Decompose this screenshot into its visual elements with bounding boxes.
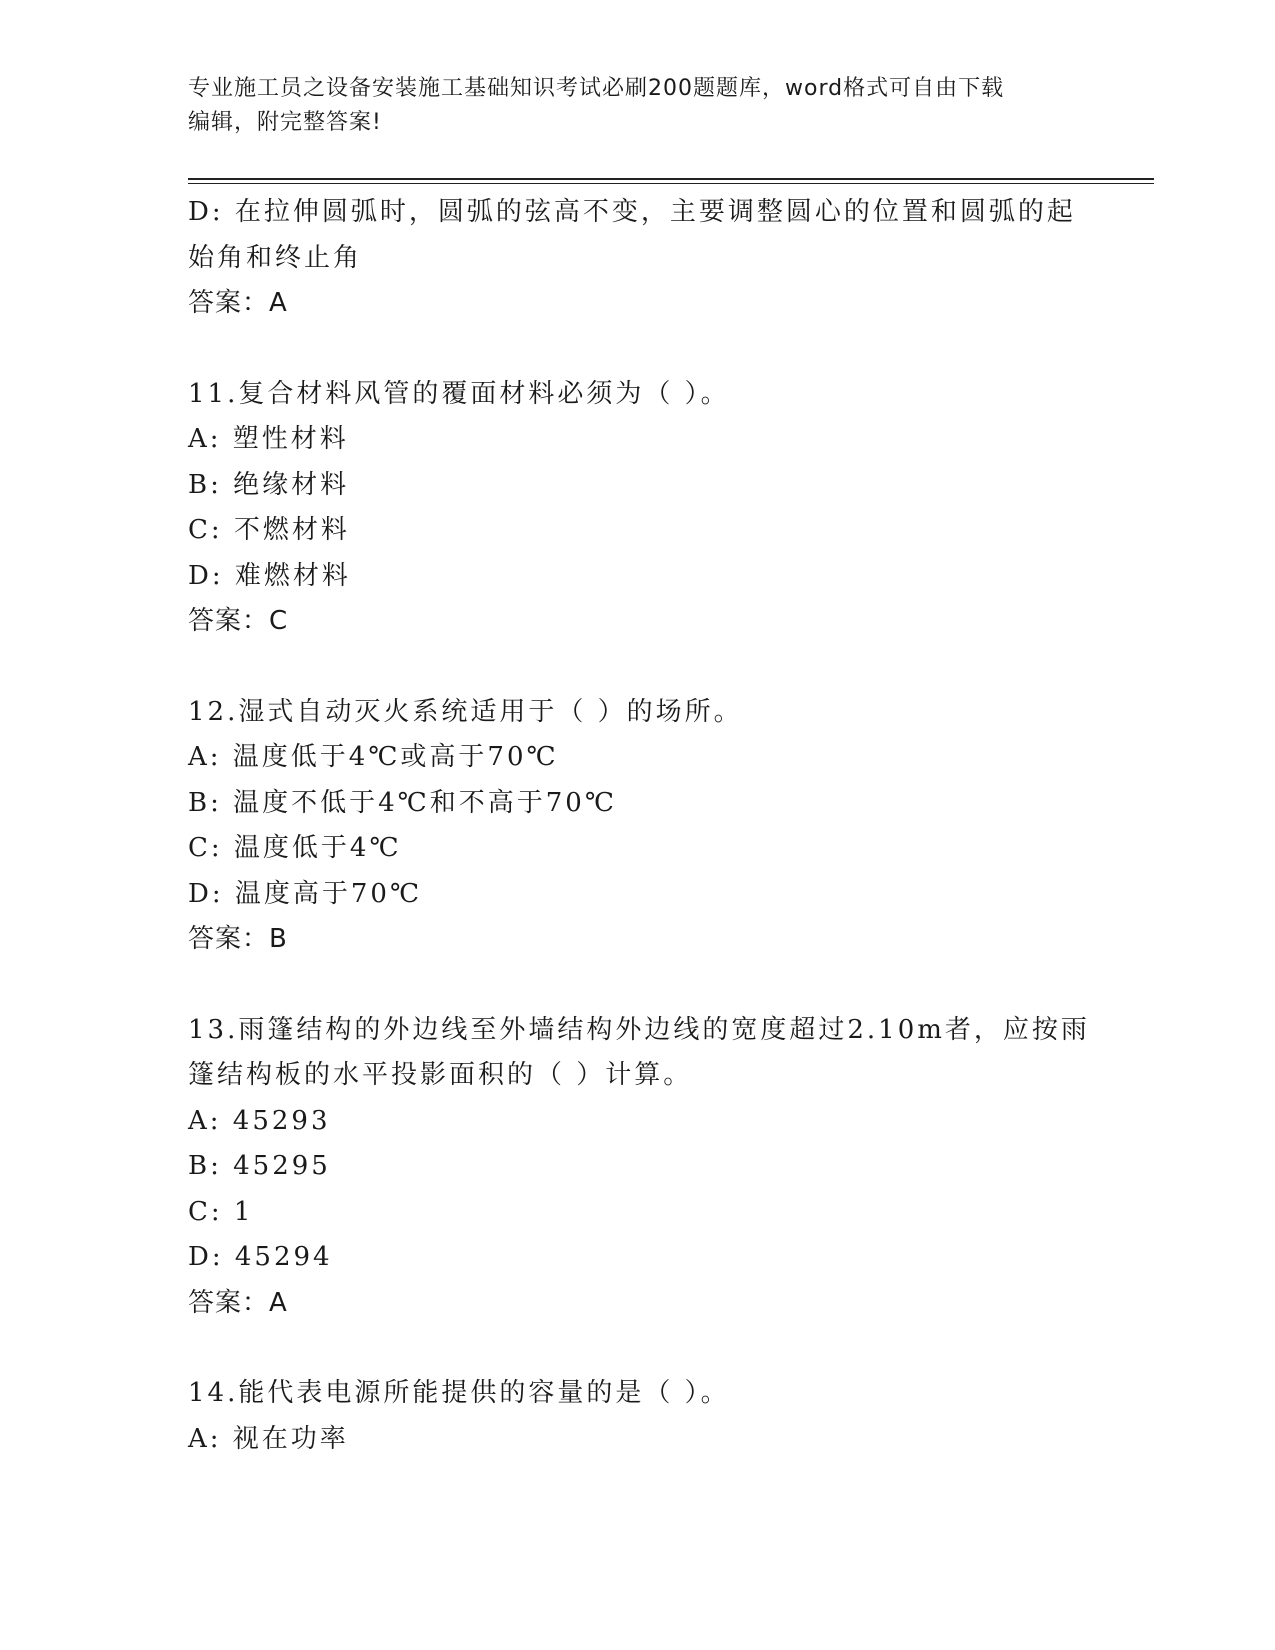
option-a: A: 塑性材料 xyxy=(188,424,349,454)
spacer xyxy=(188,1326,1088,1371)
option-b: B: 45295 xyxy=(188,1151,331,1181)
question-stem-continued: 篷结构板的水平投影面积的（ ）计算。 xyxy=(188,1060,693,1090)
option-a: A: 视在功率 xyxy=(188,1423,349,1454)
question-12 xyxy=(188,690,1088,963)
question-13 xyxy=(188,1008,1088,1327)
answer: 答案：A xyxy=(188,288,288,318)
option-d: D: 在拉伸圆弧时，圆弧的弦高不变，主要调整圆心的位置和圆弧的起 xyxy=(188,197,1076,227)
option-d: D: 45294 xyxy=(188,1242,333,1272)
question-10-tail xyxy=(188,190,1088,327)
question-stem: 11.复合材料风管的覆面材料必须为（ ）。 xyxy=(188,378,730,409)
answer: 答案：B xyxy=(188,924,288,954)
option-d-continued: 始角和终止角 xyxy=(188,242,363,273)
option-c: C: 1 xyxy=(188,1196,254,1227)
option-d: D: 温度高于70℃ xyxy=(188,878,423,909)
question-stem: 13.雨篷结构的外边线至外墙结构外边线的宽度超过2.10m者，应按雨 xyxy=(188,1014,1090,1045)
question-14 xyxy=(188,1371,1088,1462)
option-b: B: 绝缘材料 xyxy=(188,469,350,500)
option-d: D: 难燃材料 xyxy=(188,560,351,591)
option-c: C: 温度低于4℃ xyxy=(188,833,402,863)
header-divider-thick xyxy=(188,178,1154,180)
question-content xyxy=(188,190,1088,1462)
option-c: C: 不燃材料 xyxy=(188,515,350,545)
question-stem: 14.能代表电源所能提供的容量的是（ ）。 xyxy=(188,1378,730,1408)
document-header xyxy=(188,72,1088,140)
option-a: A: 温度低于4℃或高于70℃ xyxy=(188,742,559,772)
option-a: A: 45293 xyxy=(188,1105,331,1136)
spacer xyxy=(188,963,1088,1008)
spacer xyxy=(188,645,1088,690)
header-line-2: 编辑，附完整答案! xyxy=(188,110,382,135)
question-stem: 12.湿式自动灭火系统适用于（ ）的场所。 xyxy=(188,696,743,727)
question-11 xyxy=(188,372,1088,645)
option-b: B: 温度不低于4℃和不高于70℃ xyxy=(188,787,617,818)
answer: 答案：A xyxy=(188,1287,288,1318)
answer: 答案：C xyxy=(188,606,289,636)
header-line-1: 专业施工员之设备安装施工基础知识考试必刷200题题库，word格式可自由下载 xyxy=(188,76,1005,101)
spacer xyxy=(188,327,1088,372)
header-divider-thin xyxy=(188,183,1154,184)
